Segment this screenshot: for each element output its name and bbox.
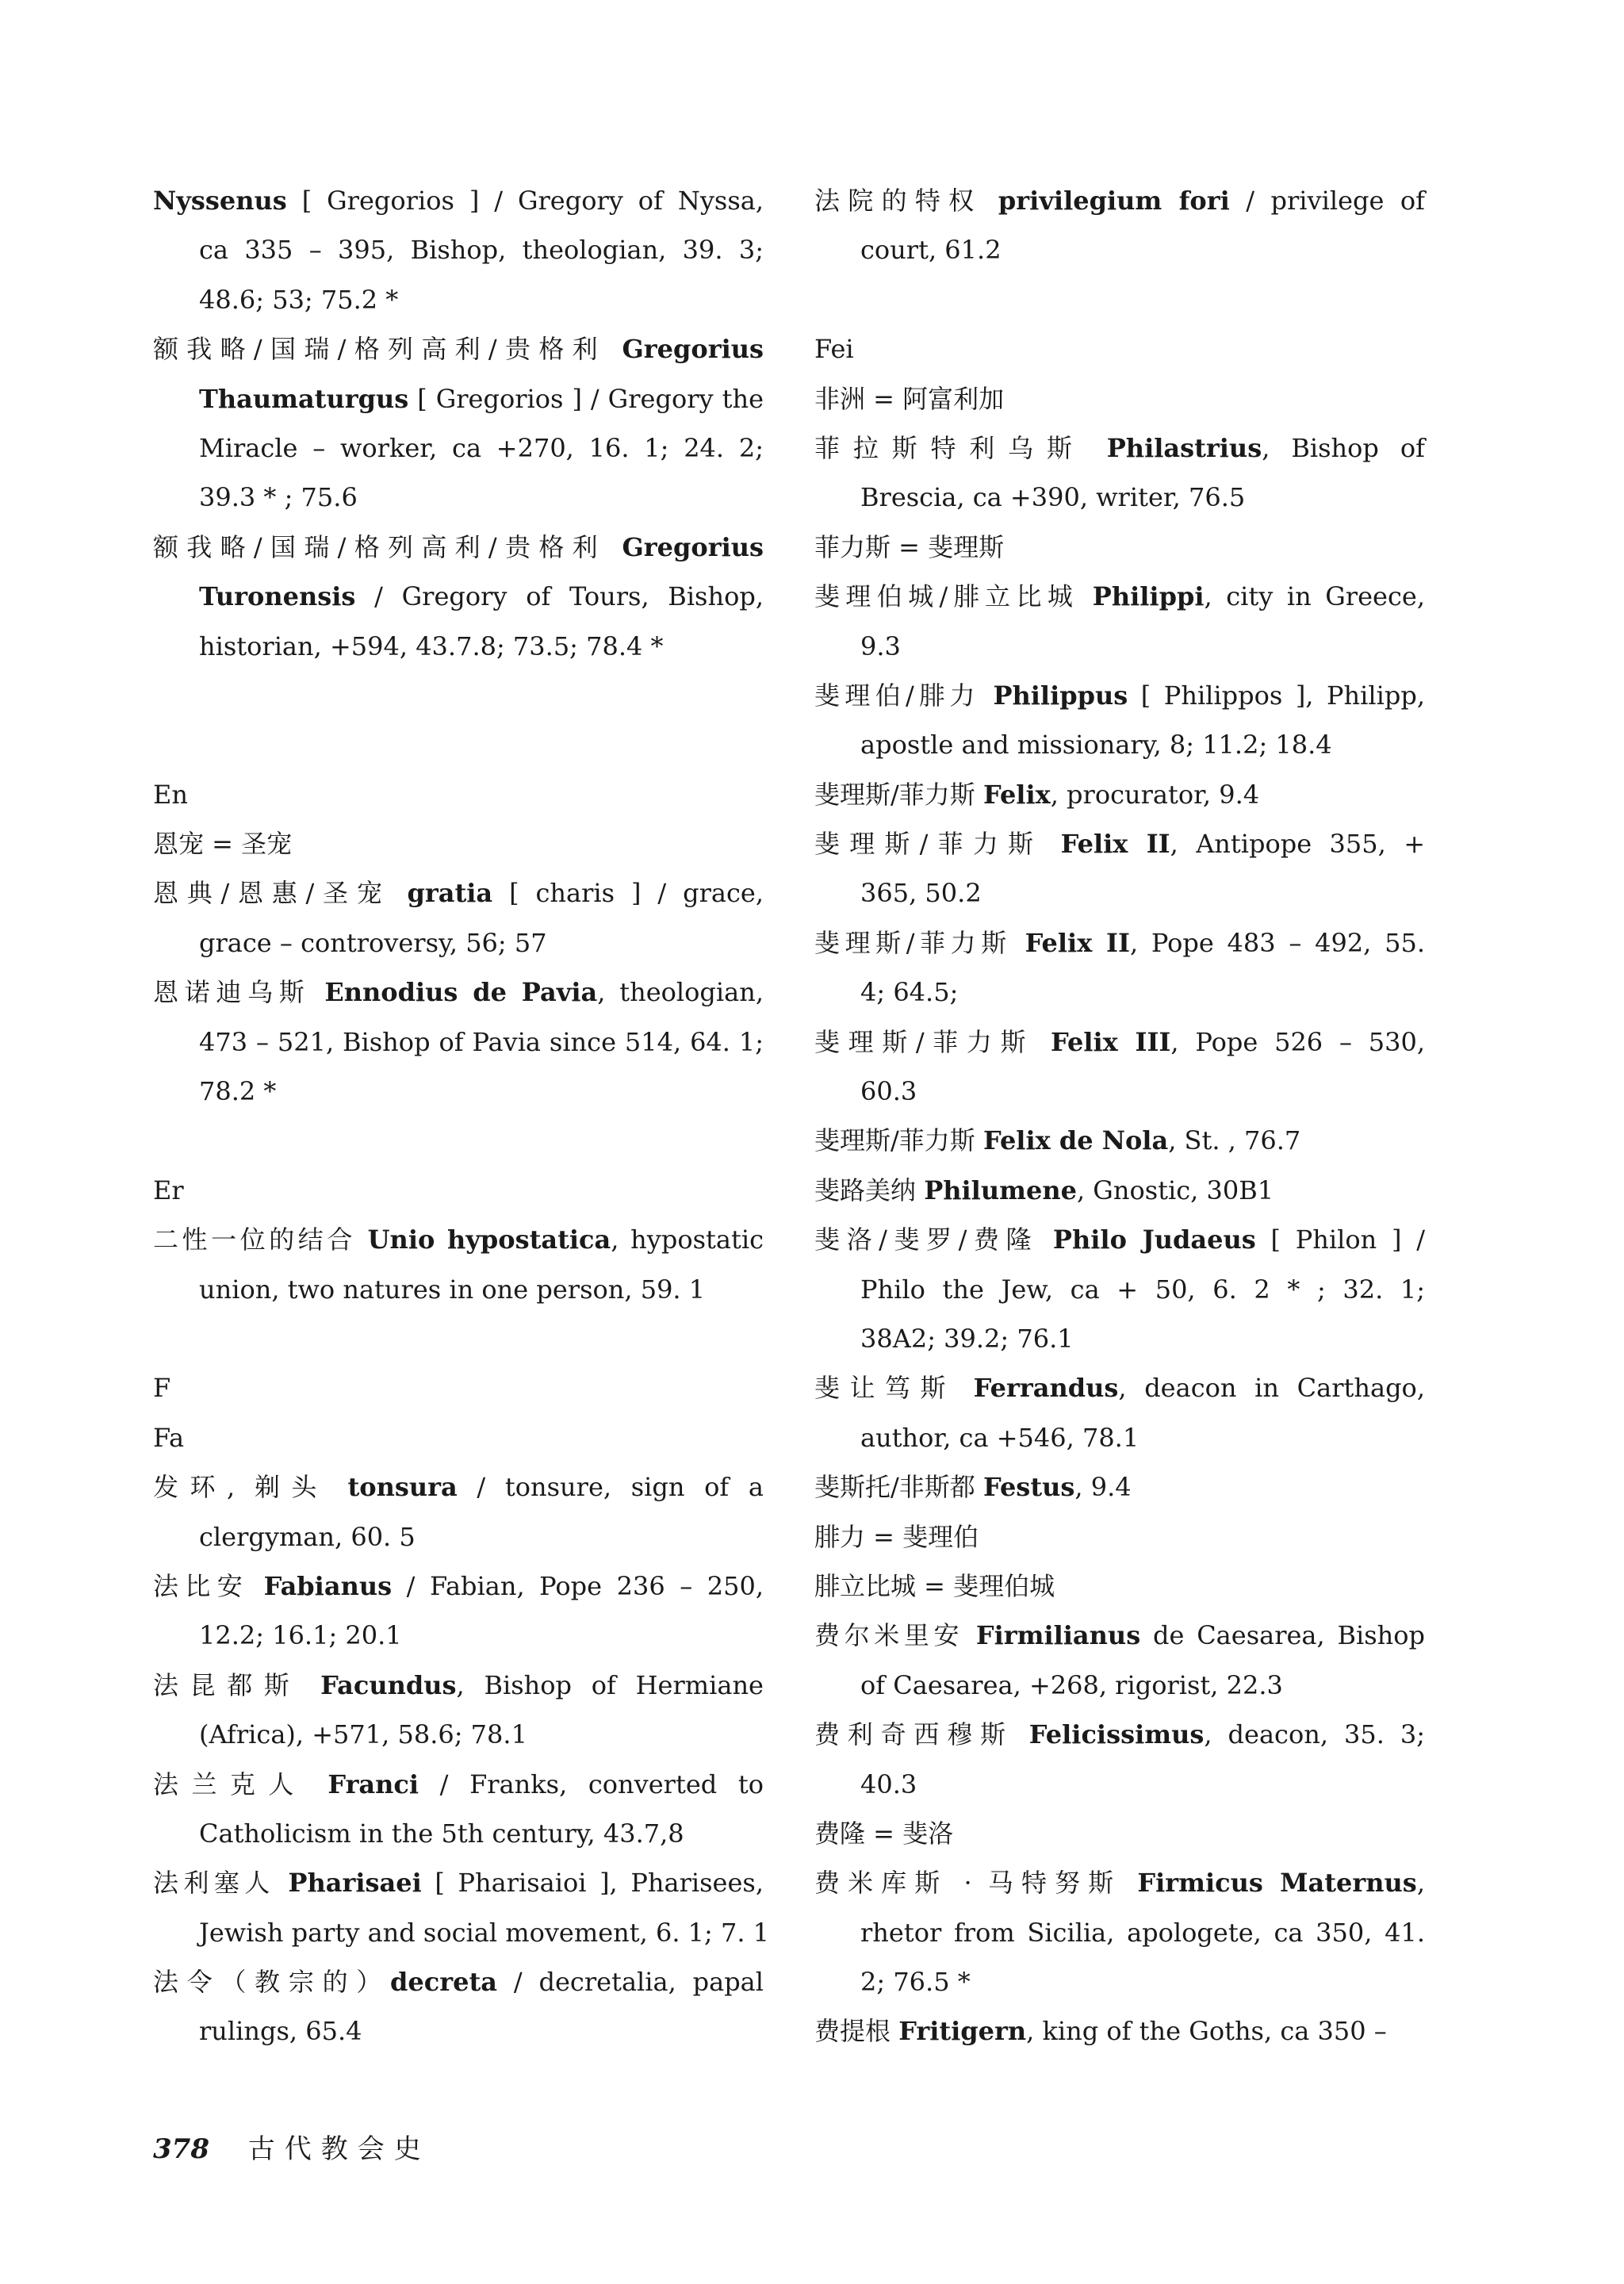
entry-continuation-line	[814, 1908, 1425, 1957]
entry-text: clergyman, 60. 5	[199, 1521, 416, 1552]
entry-continuation-line	[153, 1067, 764, 1116]
entry-text: 斐理斯/菲力斯	[814, 779, 983, 810]
entry-text: Fa	[153, 1422, 185, 1453]
entry-continuation-line	[814, 225, 1425, 274]
blank-line	[153, 671, 764, 720]
entry-text: , hypostatic	[611, 1224, 764, 1255]
entry-line	[814, 1512, 1425, 1562]
entry-text: / tonsure, sign of a	[457, 1472, 764, 1503]
entry-continuation-line	[814, 1413, 1425, 1462]
entry-text: 48.6; 53; 75.2 *	[199, 284, 399, 315]
entry-text: , Antipope 355, +	[1170, 829, 1426, 860]
entry-line	[814, 176, 1425, 225]
entry-text: (Africa), +571, 58.6; 78.1	[199, 1719, 527, 1750]
entry-term: Firmilianus	[975, 1620, 1141, 1651]
entry-line	[153, 1363, 764, 1412]
entry-text: 法比安	[153, 1570, 264, 1601]
entry-term: Unio hypostatica	[367, 1224, 611, 1255]
entry-term: Turonensis	[199, 581, 356, 612]
entry-continuation-line	[814, 622, 1425, 671]
entry-text: [ Pharisaioi ], Pharisees,	[421, 1868, 764, 1899]
entry-term: Philippus	[993, 680, 1128, 711]
entry-text: court, 61.2	[860, 235, 1002, 266]
entry-continuation-line	[814, 720, 1425, 769]
entry-text: rhetor from Sicilia, apologete, ca 350, 41.	[860, 1917, 1425, 1948]
entry-continuation-line	[153, 275, 764, 324]
entry-continuation-line	[153, 572, 764, 621]
entry-line	[814, 1462, 1425, 1512]
entry-line	[153, 1413, 764, 1462]
entry-text: apostle and missionary, 8; 11.2; 18.4	[860, 730, 1332, 761]
entry-line	[153, 1462, 764, 1512]
entry-text: 斐让笃斯	[814, 1373, 974, 1404]
entry-text: 法昆都斯	[153, 1669, 321, 1700]
entry-text: 78.2 *	[199, 1076, 277, 1107]
entry-text: 法利塞人	[153, 1868, 289, 1899]
entry-text: 费尔米里安	[814, 1620, 976, 1651]
entry-text: 非洲 = 阿富利加	[814, 383, 1005, 414]
entry-continuation-line	[153, 1809, 764, 1858]
page-number: 378	[153, 2133, 209, 2165]
entry-text: author, ca +546, 78.1	[860, 1422, 1139, 1453]
entry-continuation-line	[153, 622, 764, 671]
entry-line	[814, 374, 1425, 423]
entry-text: Philo the Jew, ca + 50, 6. 2 * ; 32. 1;	[860, 1274, 1425, 1305]
entry-line	[814, 1858, 1425, 1907]
entry-text: 斐路美纳	[814, 1175, 925, 1205]
entry-text: / Gregory of Tours, Bishop,	[355, 581, 764, 612]
entry-text: 60.3	[860, 1076, 917, 1107]
entry-text: 菲力斯 = 斐理斯	[814, 531, 1005, 562]
entry-text: , Bishop of	[1262, 432, 1425, 463]
entry-line	[814, 523, 1425, 572]
entry-term: Philo Judaeus	[1052, 1224, 1256, 1255]
entry-continuation-line	[153, 2006, 764, 2056]
entry-text: 二性一位的结合	[153, 1224, 368, 1255]
entry-text: 恩典/恩惠/圣宠	[153, 878, 408, 909]
blank-line	[153, 1116, 764, 1165]
entry-term: Felix II	[1060, 829, 1170, 860]
entry-term: Gregorius	[622, 334, 764, 365]
entry-term: Fritigern	[898, 2016, 1027, 2047]
entry-text: , theologian,	[597, 977, 764, 1008]
entry-continuation-line	[814, 1661, 1425, 1710]
entry-term: Ennodius de Pavia	[324, 977, 598, 1008]
entry-term: Felix III	[1050, 1026, 1171, 1057]
entry-text: 腓立比城 = 斐理伯城	[814, 1570, 1055, 1601]
entry-continuation-line	[814, 1265, 1425, 1314]
entry-text: ca 335 – 395, Bishop, theologian, 39. 3;	[199, 235, 764, 266]
entry-continuation-line	[153, 1265, 764, 1314]
entry-text: [ Gregorios ] / Gregory the	[408, 383, 764, 414]
page-footer	[153, 2125, 431, 2173]
entry-term: privilegium fori	[998, 186, 1230, 216]
entry-text: 2; 76.5 *	[860, 1967, 971, 1998]
entry-term: Philastrius	[1106, 432, 1262, 463]
entry-continuation-line	[153, 225, 764, 274]
entry-line	[153, 1166, 764, 1215]
entry-line	[814, 1710, 1425, 1759]
entry-text: , St. , 76.7	[1168, 1125, 1301, 1156]
entry-continuation-line	[814, 968, 1425, 1017]
blank-line	[153, 720, 764, 769]
entry-term: tonsura	[347, 1472, 458, 1503]
entry-text: Er	[153, 1175, 184, 1205]
blank-line	[814, 275, 1425, 324]
entry-term: Felix	[982, 779, 1051, 810]
entry-text: [ Philippos ], Philipp,	[1128, 680, 1425, 711]
entry-text: Catholicism in the 5th century, 43.7,8	[199, 1818, 684, 1849]
entry-text: / Fabian, Pope 236 – 250,	[392, 1570, 764, 1601]
entry-text: , Pope 526 – 530,	[1170, 1026, 1426, 1057]
entry-text: 斐理伯城/腓立比城	[814, 581, 1093, 612]
entry-text: [ Gregorios ] / Gregory of Nyssa,	[286, 186, 764, 216]
entry-line	[814, 671, 1425, 720]
entry-line	[814, 1809, 1425, 1858]
entry-continuation-line	[153, 1017, 764, 1067]
blank-line	[153, 1314, 764, 1363]
entry-line	[814, 1166, 1425, 1215]
entry-text: 40.3	[860, 1769, 917, 1799]
entry-line	[814, 324, 1425, 374]
entry-continuation-line	[814, 473, 1425, 522]
entry-line	[153, 1760, 764, 1809]
entry-line	[153, 868, 764, 918]
entry-text: 恩诺迪乌斯	[153, 977, 325, 1008]
left-column	[153, 176, 770, 2056]
entry-continuation-line	[153, 1908, 770, 1957]
entry-text: rulings, 65.4	[199, 2016, 362, 2047]
entry-text: 发环, 剃头	[153, 1472, 348, 1503]
entry-line	[814, 770, 1425, 819]
entry-term: Facundus	[320, 1669, 457, 1700]
entry-continuation-line	[153, 473, 764, 522]
right-column	[814, 176, 1425, 2056]
entry-text: 39.3 * ; 75.6	[199, 482, 358, 513]
entry-text: Fei	[814, 334, 854, 365]
entry-text: grace – controversy, 56; 57	[199, 927, 547, 958]
entry-text: , Bishop of Hermiane	[456, 1669, 764, 1700]
entry-text: , Pope 483 – 492, 55.	[1129, 927, 1425, 958]
entry-continuation-line	[153, 423, 764, 473]
entry-continuation-line	[814, 1957, 1425, 2006]
entry-line	[153, 968, 764, 1017]
entry-term: Festus	[982, 1472, 1075, 1503]
entry-line	[814, 918, 1425, 968]
entry-text: [ Philon ] /	[1255, 1224, 1426, 1255]
entry-term: gratia	[407, 878, 493, 909]
entry-line	[153, 176, 764, 225]
entry-text: 斐理斯/菲力斯	[814, 927, 1025, 958]
entry-line	[814, 1562, 1425, 1611]
entry-text: historian, +594, 43.7.8; 73.5; 78.4 *	[199, 630, 664, 661]
entry-line	[153, 770, 764, 819]
entry-continuation-line	[814, 1067, 1425, 1116]
entry-text: 斐理斯/菲力斯	[814, 1125, 983, 1156]
entry-text: 4; 64.5;	[860, 977, 959, 1008]
entry-text: [ charis ] / grace,	[492, 878, 764, 909]
entry-line	[814, 572, 1425, 621]
entry-text: , king of the Goths, ca 350 –	[1026, 2016, 1387, 2047]
entry-text: 473 – 521, Bishop of Pavia since 514, 64. 1;	[199, 1026, 764, 1057]
entry-term: Franci	[327, 1769, 419, 1799]
entry-line	[814, 2006, 1425, 2056]
entry-line	[814, 1116, 1425, 1165]
entry-text: , deacon, 35. 3;	[1204, 1719, 1425, 1750]
entry-text: 38A2; 39.2; 76.1	[860, 1323, 1074, 1354]
entry-continuation-line	[814, 868, 1425, 918]
entry-line	[814, 1363, 1425, 1412]
entry-text: 365, 50.2	[860, 878, 982, 909]
entry-text: 斐斯托/非斯都	[814, 1472, 983, 1503]
entry-term: Pharisaei	[288, 1868, 422, 1899]
entry-line	[153, 324, 764, 374]
entry-term: Thaumaturgus	[199, 383, 409, 414]
entry-continuation-line	[153, 374, 764, 423]
entry-text: , Gnostic, 30B1	[1076, 1175, 1274, 1205]
entry-line	[153, 523, 764, 572]
entry-text: 法令（教宗的）	[153, 1967, 390, 1998]
entry-text: 12.2; 16.1; 20.1	[199, 1620, 402, 1651]
entry-text: of Caesarea, +268, rigorist, 22.3	[860, 1669, 1283, 1700]
entry-text: Jewish party and social movement, 6. 1; 7. 1	[199, 1917, 770, 1948]
entry-term: Ferrandus	[973, 1373, 1119, 1404]
entry-term: Firmicus Maternus	[1137, 1868, 1417, 1899]
entry-text: 9.3	[860, 630, 901, 661]
entry-text: 法兰克人	[153, 1769, 328, 1799]
entry-text: 费隆 = 斐洛	[814, 1818, 954, 1849]
entry-text: 斐洛/斐罗/费隆	[814, 1224, 1053, 1255]
entry-text: 额我略/国瑞/格列高利/贵格利	[153, 334, 622, 365]
entry-term: Nyssenus	[153, 186, 287, 216]
entry-text: , deacon in Carthago,	[1118, 1373, 1425, 1404]
entry-term: Philumene	[924, 1175, 1077, 1205]
entry-term: Felix II	[1025, 927, 1130, 958]
entry-line	[153, 1661, 764, 1710]
entry-text: 费米库斯 · 马特努斯	[814, 1868, 1138, 1899]
book-title: 古代教会史	[247, 2133, 431, 2165]
entry-line	[814, 423, 1425, 473]
entry-text: 斐理斯/菲力斯	[814, 829, 1061, 860]
entry-text: , procurator, 9.4	[1050, 779, 1260, 810]
entry-text: F	[153, 1373, 171, 1404]
entry-text: 恩宠 = 圣宠	[153, 829, 293, 860]
entry-line	[814, 1017, 1425, 1067]
entry-line	[153, 1215, 764, 1264]
entry-text: 腓力 = 斐理伯	[814, 1521, 979, 1552]
entry-text: union, two natures in one person, 59. 1	[199, 1274, 706, 1305]
entry-text: , 9.4	[1074, 1472, 1132, 1503]
entry-continuation-line	[153, 1512, 764, 1562]
entry-continuation-line	[153, 918, 764, 968]
entry-line	[153, 1562, 764, 1611]
entry-line	[814, 1215, 1425, 1264]
entry-continuation-line	[153, 1710, 764, 1759]
entry-text: de Caesarea, Bishop	[1140, 1620, 1425, 1651]
entry-text: , city in Greece,	[1204, 581, 1425, 612]
entry-term: Felicissimus	[1028, 1719, 1205, 1750]
entry-text: En	[153, 779, 188, 810]
entry-text: 费提根	[814, 2016, 899, 2047]
entry-text: 额我略/国瑞/格列高利/贵格利	[153, 531, 622, 562]
entry-text: Miracle – worker, ca +270, 16. 1; 24. 2;	[199, 432, 764, 463]
entry-text: ,	[1416, 1868, 1425, 1899]
entry-line	[153, 1957, 764, 2006]
entry-term: decreta	[390, 1967, 497, 1998]
entry-text: / Franks, converted to	[419, 1769, 764, 1799]
entry-text: 费利奇西穆斯	[814, 1719, 1029, 1750]
entry-text: 斐理伯/腓力	[814, 680, 994, 711]
entry-text: / decretalia, papal	[496, 1967, 764, 1998]
entry-term: Felix de Nola	[982, 1125, 1169, 1156]
entry-term: Gregorius	[622, 531, 764, 562]
entry-continuation-line	[814, 1314, 1425, 1363]
entry-text: 斐理斯/菲力斯	[814, 1026, 1051, 1057]
entry-term: Philippi	[1092, 581, 1205, 612]
entry-continuation-line	[814, 1760, 1425, 1809]
entry-term: Fabianus	[263, 1570, 393, 1601]
entry-line	[153, 819, 764, 868]
entry-line	[153, 1858, 764, 1907]
entry-text: / privilege of	[1229, 186, 1425, 216]
entry-line	[814, 819, 1425, 868]
entry-text: 法院的特权	[814, 186, 998, 216]
entry-line	[814, 1611, 1425, 1660]
entry-continuation-line	[153, 1611, 764, 1660]
entry-text: 菲拉斯特利乌斯	[814, 432, 1107, 463]
entry-text: Brescia, ca +390, writer, 76.5	[860, 482, 1246, 513]
